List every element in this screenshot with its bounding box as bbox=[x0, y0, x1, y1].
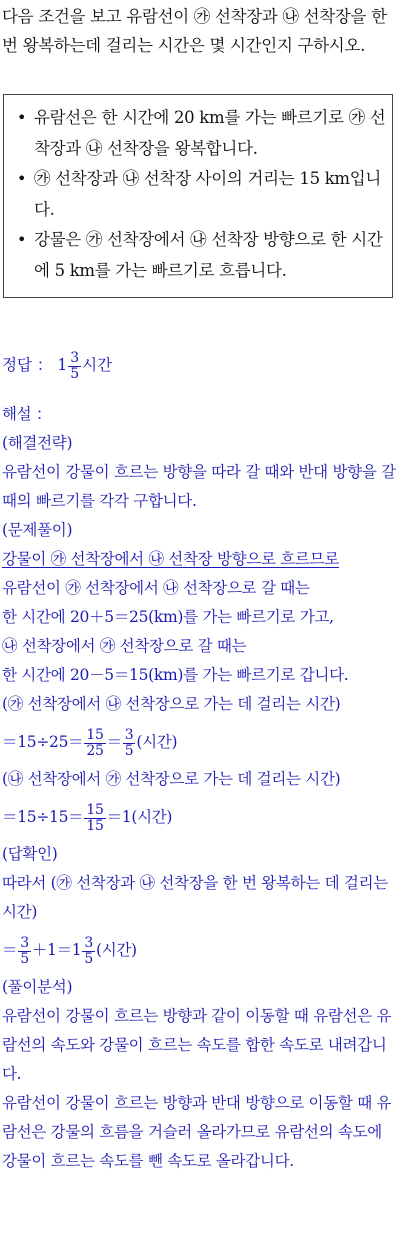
analysis-paragraph: 유람선이 강물이 흐르는 방향과 반대 방향으로 이동할 때 유람선은 강물의 흐름을 거슬러 올라가므로 유람선의 속도에 강물이 흐르는 속도를 뺀 속도로 올라갑니다. bbox=[2, 1094, 392, 1170]
equation-text: ＝ bbox=[106, 733, 122, 751]
equation-text: ＝1(시간) bbox=[106, 808, 173, 826]
analysis-heading: (풀이분석) bbox=[2, 978, 73, 996]
solution-line: (㉮ 선착장에서 ㉯ 선착장으로 가는 데 걸리는 시간) bbox=[2, 695, 341, 713]
fraction-denominator: 5 bbox=[20, 950, 29, 967]
equation-text: ＋1＝1 bbox=[31, 941, 82, 959]
equation-line bbox=[2, 927, 398, 973]
question-text: 다음 조건을 보고 유람선이 ㉮ 선착장과 ㉯ 선착장을 한 번 왕복하는데 걸리는 시간은 몇 시간인지 구하시오. bbox=[2, 7, 387, 55]
check-heading: (답확인) bbox=[2, 845, 58, 863]
explanation-label: 해설 ： bbox=[2, 405, 52, 423]
check-text: 따라서 (㉮ 선착장과 ㉯ 선착장을 한 번 왕복하는 데 걸리는 시간) bbox=[2, 874, 388, 921]
fraction-denominator: 5 bbox=[84, 950, 93, 967]
equation-unit: (시간) bbox=[136, 733, 178, 751]
answer-label: 정답 ： bbox=[2, 356, 53, 374]
fraction-numerator: 15 bbox=[86, 726, 104, 743]
fraction-numerator: 15 bbox=[86, 801, 104, 818]
fraction-denominator: 5 bbox=[124, 742, 134, 759]
strategy-heading: (해결전략) bbox=[2, 434, 73, 452]
fraction-denominator: 25 bbox=[86, 742, 104, 759]
equation-fraction bbox=[18, 936, 31, 967]
analysis-paragraph: 유람선이 강물이 흐르는 방향과 같이 이동할 때 유람선은 유람선의 속도와 강물이 흐르는 속도를 합한 속도로 내려갑니다. bbox=[2, 1007, 392, 1083]
equation-fraction bbox=[123, 728, 136, 759]
solution-line: 유람선이 ㉮ 선착장에서 ㉯ 선착장으로 갈 때는 bbox=[2, 579, 310, 597]
condition-item: • 강물은 ㉮ 선착장에서 ㉯ 선착장 방향으로 한 시간에 5 km를 가는 빠르기로 흐릅니다. bbox=[14, 225, 392, 286]
equation-fraction bbox=[84, 803, 105, 834]
condition-item: • 유람선은 한 시간에 20 km를 가는 빠르기로 ㉮ 선착장과 ㉯ 선착장을 왕복합니다. bbox=[14, 103, 392, 164]
answer-fraction bbox=[68, 351, 81, 382]
explanation bbox=[2, 400, 398, 1176]
solution-line: ㉯ 선착장에서 ㉮ 선착장으로 갈 때는 bbox=[2, 637, 247, 655]
fraction-numerator: 3 bbox=[84, 934, 93, 951]
solution-line: 한 시간에 20＋5＝25(km)를 가는 빠르기로 가고, bbox=[2, 608, 334, 626]
equation-text: ＝ bbox=[2, 941, 18, 959]
equation-unit: (시간) bbox=[95, 941, 137, 959]
equation-line bbox=[2, 719, 398, 765]
conditions-list bbox=[4, 95, 392, 286]
fraction-denominator: 5 bbox=[70, 365, 80, 382]
equation-text: ＝15÷25＝ bbox=[2, 733, 84, 751]
equation-fraction bbox=[82, 936, 95, 967]
solution-line: 강물이 ㉮ 선착장에서 ㉯ 선착장 방향으로 흐르므로 bbox=[2, 550, 339, 568]
answer-whole: 1 bbox=[57, 356, 68, 374]
equation-fraction bbox=[84, 728, 105, 759]
equation-line bbox=[2, 794, 398, 840]
solution-line: (㉯ 선착장에서 ㉮ 선착장으로 가는 데 걸리는 시간) bbox=[2, 770, 341, 788]
solution-heading: (문제풀이) bbox=[2, 521, 73, 539]
fraction-numerator: 3 bbox=[70, 349, 80, 366]
condition-item: • ㉮ 선착장과 ㉯ 선착장 사이의 거리는 15 km입니다. bbox=[14, 164, 392, 225]
fraction-numerator: 3 bbox=[20, 934, 29, 951]
solution-line: 한 시간에 20－5＝15(km)를 가는 빠르기로 갑니다. bbox=[2, 666, 349, 684]
answer-unit: 시간 bbox=[82, 356, 113, 374]
strategy-text: 유람선이 강물이 흐르는 방향을 따라 갈 때와 반대 방향을 갈 때의 빠르기를 각각 구합니다. bbox=[2, 463, 396, 510]
fraction-denominator: 15 bbox=[86, 817, 104, 834]
fraction-numerator: 3 bbox=[124, 726, 134, 743]
conditions-box bbox=[3, 94, 393, 298]
equation-text: ＝15÷15＝ bbox=[2, 808, 84, 826]
answer-line bbox=[2, 348, 398, 382]
